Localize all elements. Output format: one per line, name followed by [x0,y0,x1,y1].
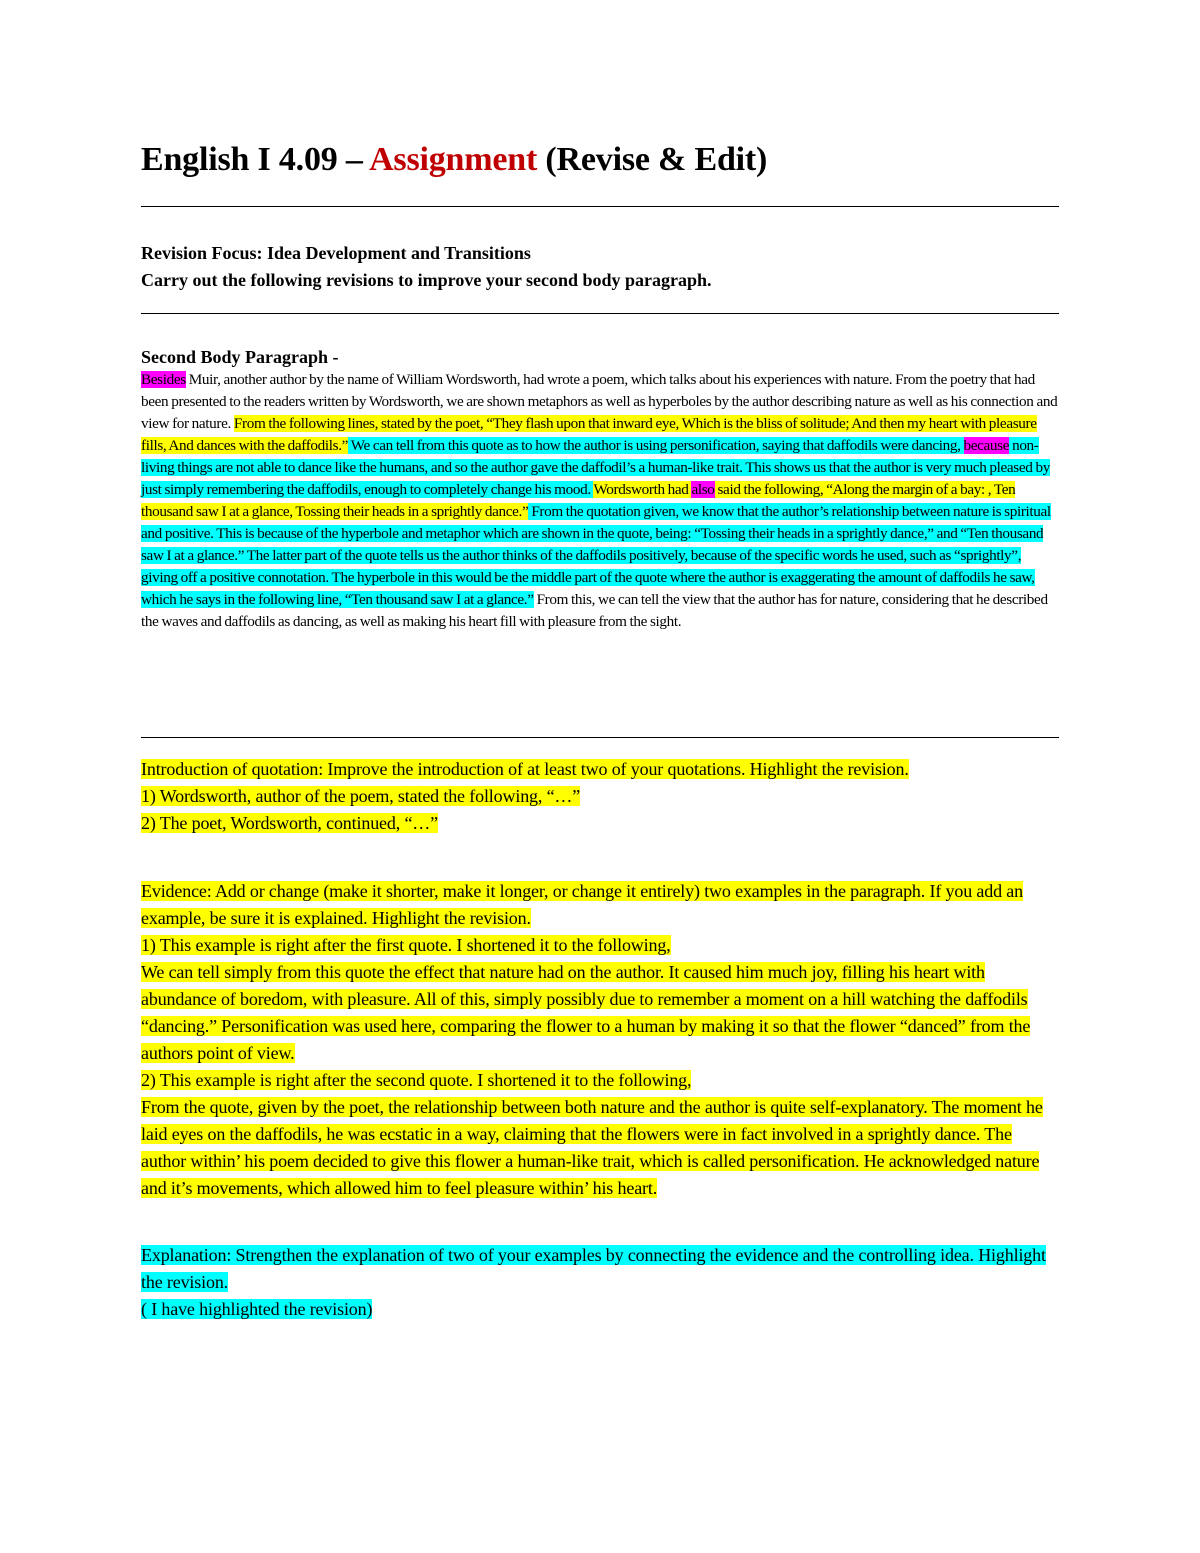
intro-item-1: 1) Wordsworth, author of the poem, stated the following, “…” [141,786,581,806]
quote-intro-highlight: Wordsworth had [593,481,692,498]
intro-item-2: 2) The poet, Wordsworth, continued, “…” [141,813,438,833]
transition-highlight: Besides [141,371,186,388]
explanation-highlight: non-living things are not able to dance like the humans, and so the author gave the daffodil’s a human-like trait. This shows us that the author is very much pleased by just simply remembering the daffodils, enough to completely change his mood. [141,437,1050,498]
revision-focus [141,240,1059,294]
quote-intro-highlight: From the following lines, stated by the poet, “They flash upon that inward eye, Which is the bliss of solitude; And then my heart with pleasure fills, And dances with the daffodils.” [141,415,1037,454]
explanation-section [141,1242,1059,1323]
title-prefix: English I 4.09 – [141,141,370,178]
explanation-note: ( I have highlighted the revision) [141,1299,373,1319]
evidence-section [141,878,1059,1202]
transition-highlight: because [963,437,1010,454]
second-body-paragraph [141,369,1059,633]
evidence-item-2-text: From the quote, given by the poet, the relationship between both nature and the author is quite self-explanatory. The moment he laid eyes on the daffodils, he was ecstatic in a way, claiming that the flowers were in fact involved in a sprightly dance. The author within’ his poem decided to give this flower a human-like trait, which is called personification. He acknowledged nature and it’s movements, which allowed him to feel pleasure within’ his heart. [141,1097,1043,1198]
divider-3 [141,737,1059,738]
quote-intro-highlight: said the following, “Along the margin of a bay: , Ten thousand saw I at a glance, Tossing their heads in a sprightly dance.” [141,481,1016,520]
title-suffix: (Revise & Edit) [537,141,768,178]
divider-2 [141,313,1059,314]
paragraph-heading: Second Body Paragraph - [141,347,339,367]
evidence-item-1-text: We can tell simply from this quote the effect that nature had on the author. It caused him much joy, filling his heart with abundance of boredom, with pleasure. All of this, simply possibly due to remember a moment on a hill watching the daffodils “dancing.” Personification was used here, comparing the flower to a human by making it so that the flower “danced” from the authors point of view. [141,962,1031,1063]
document-title [141,141,767,179]
title-accent: Assignment [369,141,538,178]
evidence-instruction: Evidence: Add or change (make it shorter, make it longer, or change it entirely) two examples in the paragraph. If you add an example, be sure it is explained. Highlight the revision. [141,881,1023,928]
intro-instruction: Introduction of quotation: Improve the introduction of at least two of your quotations. Highlight the revision. [141,759,909,779]
divider-1 [141,206,1059,207]
revision-focus-heading: Revision Focus: Idea Development and Transitions [141,243,531,263]
explanation-highlight: From the quotation given, we know that the author’s relationship between nature is spiritual and positive. This is because of the hyperbole and metaphor which are shown in the quote, being: “Tossing their heads in a sprightly dance,” and “Ten thousand saw I at a glance.” The latter part of the quote tells us the author thinks of the daffodils positively, because of the specific words he used, such as “sprightly”, giving off a positive connotation. The hyperbole in this would be the middle part of the quote where the author is exaggerating the amount of daffodils he saw, which he says in the following line, “Ten thousand saw I at a glance.” [141,503,1051,608]
introduction-section [141,756,1059,837]
explanation-instruction: Explanation: Strengthen the explanation of two of your examples by connecting the evidence and the controlling idea. Highlight the revision. [141,1245,1046,1292]
evidence-item-2-intro: 2) This example is right after the second quote. I shortened it to the following, [141,1070,692,1090]
explanation-highlight: We can tell from this quote as to how the author is using personification, saying that daffodils were dancing, [348,437,964,454]
transition-highlight: also [691,481,715,498]
evidence-item-1-intro: 1) This example is right after the first quote. I shortened it to the following, [141,935,671,955]
paragraph-text: Muir, another author by the name of William Wordsworth, had wrote a poem, which talks about his experiences with nature. From the poetry that had been presented to the readers written by Wordsworth, we are shown metaphors as well as hyperboles by the author describing nature as well as his connection and view for nature. [141,371,1058,432]
revision-focus-instruction: Carry out the following revisions to improve your second body paragraph. [141,270,712,290]
paragraph-text: From this, we can tell the view that the author has for nature, considering that he described the waves and daffodils as dancing, as well as making his heart fill with pleasure from the sight. [141,591,1048,630]
